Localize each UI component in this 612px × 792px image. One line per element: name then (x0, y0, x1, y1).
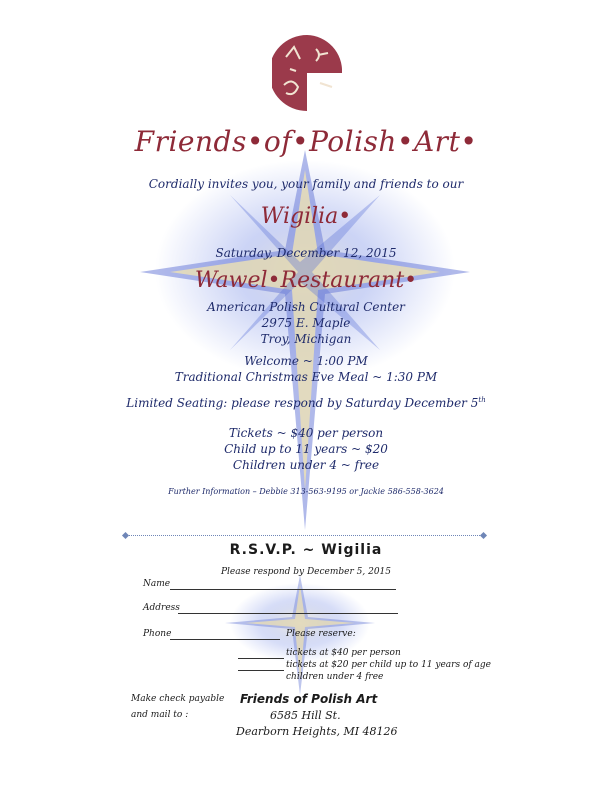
reserve-adult-field[interactable] (238, 658, 284, 659)
payable-line-1: Make check payable (131, 694, 225, 704)
rsvp-title: R.S.V.P. ~ Wigilia (229, 542, 383, 558)
reserve-child-field[interactable] (238, 670, 284, 671)
name-label: Name (143, 579, 171, 589)
payee-address-2: Dearborn Heights, MI 48126 (236, 725, 398, 738)
schedule-meal: Traditional Christmas Eve Meal ~ 1:30 PM (174, 370, 438, 384)
invite-line: Cordially invites you, your family and friends to our (148, 177, 464, 191)
reserve-adult-label: tickets at $40 per person (286, 648, 401, 658)
phone-field[interactable] (170, 639, 280, 640)
venue-name: Wawel•Restaurant• (194, 268, 418, 293)
friends-of-polish-art-logo (272, 35, 342, 111)
venue-line-3: Troy, Michigan (260, 332, 352, 346)
venue-line-1: American Polish Cultural Center (207, 300, 405, 314)
ticket-adult: Tickets ~ $40 per person (228, 426, 384, 440)
limited-seating-text: Limited Seating: please respond by Saturday December 5 (126, 396, 479, 410)
reserve-label: Please reserve: (286, 629, 356, 639)
cut-line-divider (126, 535, 484, 536)
event-date: Saturday, December 12, 2015 (215, 246, 397, 260)
reserve-child-label: tickets at $20 per child up to 11 years of age (286, 660, 492, 670)
name-field[interactable] (170, 589, 396, 590)
payee-name: Friends of Polish Art (240, 692, 378, 706)
reserve-infant-label: children under 4 free (286, 672, 384, 682)
payee-address-1: 6585 Hill St. (270, 709, 341, 722)
payable-line-2: and mail to : (131, 710, 189, 720)
limited-seating (0, 396, 612, 410)
rsvp-respond-by: Please respond by December 5, 2015 (220, 567, 392, 577)
ticket-infant: Children under 4 ~ free (232, 458, 380, 472)
divider-right-dot (480, 532, 487, 539)
phone-label: Phone (143, 629, 172, 639)
schedule-welcome: Welcome ~ 1:00 PM (244, 354, 368, 368)
further-info: Further Information – Debbie 313-563-9195 or Jackie 586-558-3624 (168, 487, 444, 496)
event-name: Wigilia• (260, 204, 352, 229)
address-field[interactable] (178, 613, 398, 614)
ticket-child: Child up to 11 years ~ $20 (224, 442, 388, 456)
venue-line-2: 2975 E. Maple (261, 316, 351, 330)
limited-seating-sup: th (478, 396, 486, 404)
address-label: Address (143, 603, 180, 613)
org-name: Friends•of•Polish•Art• (134, 125, 478, 158)
